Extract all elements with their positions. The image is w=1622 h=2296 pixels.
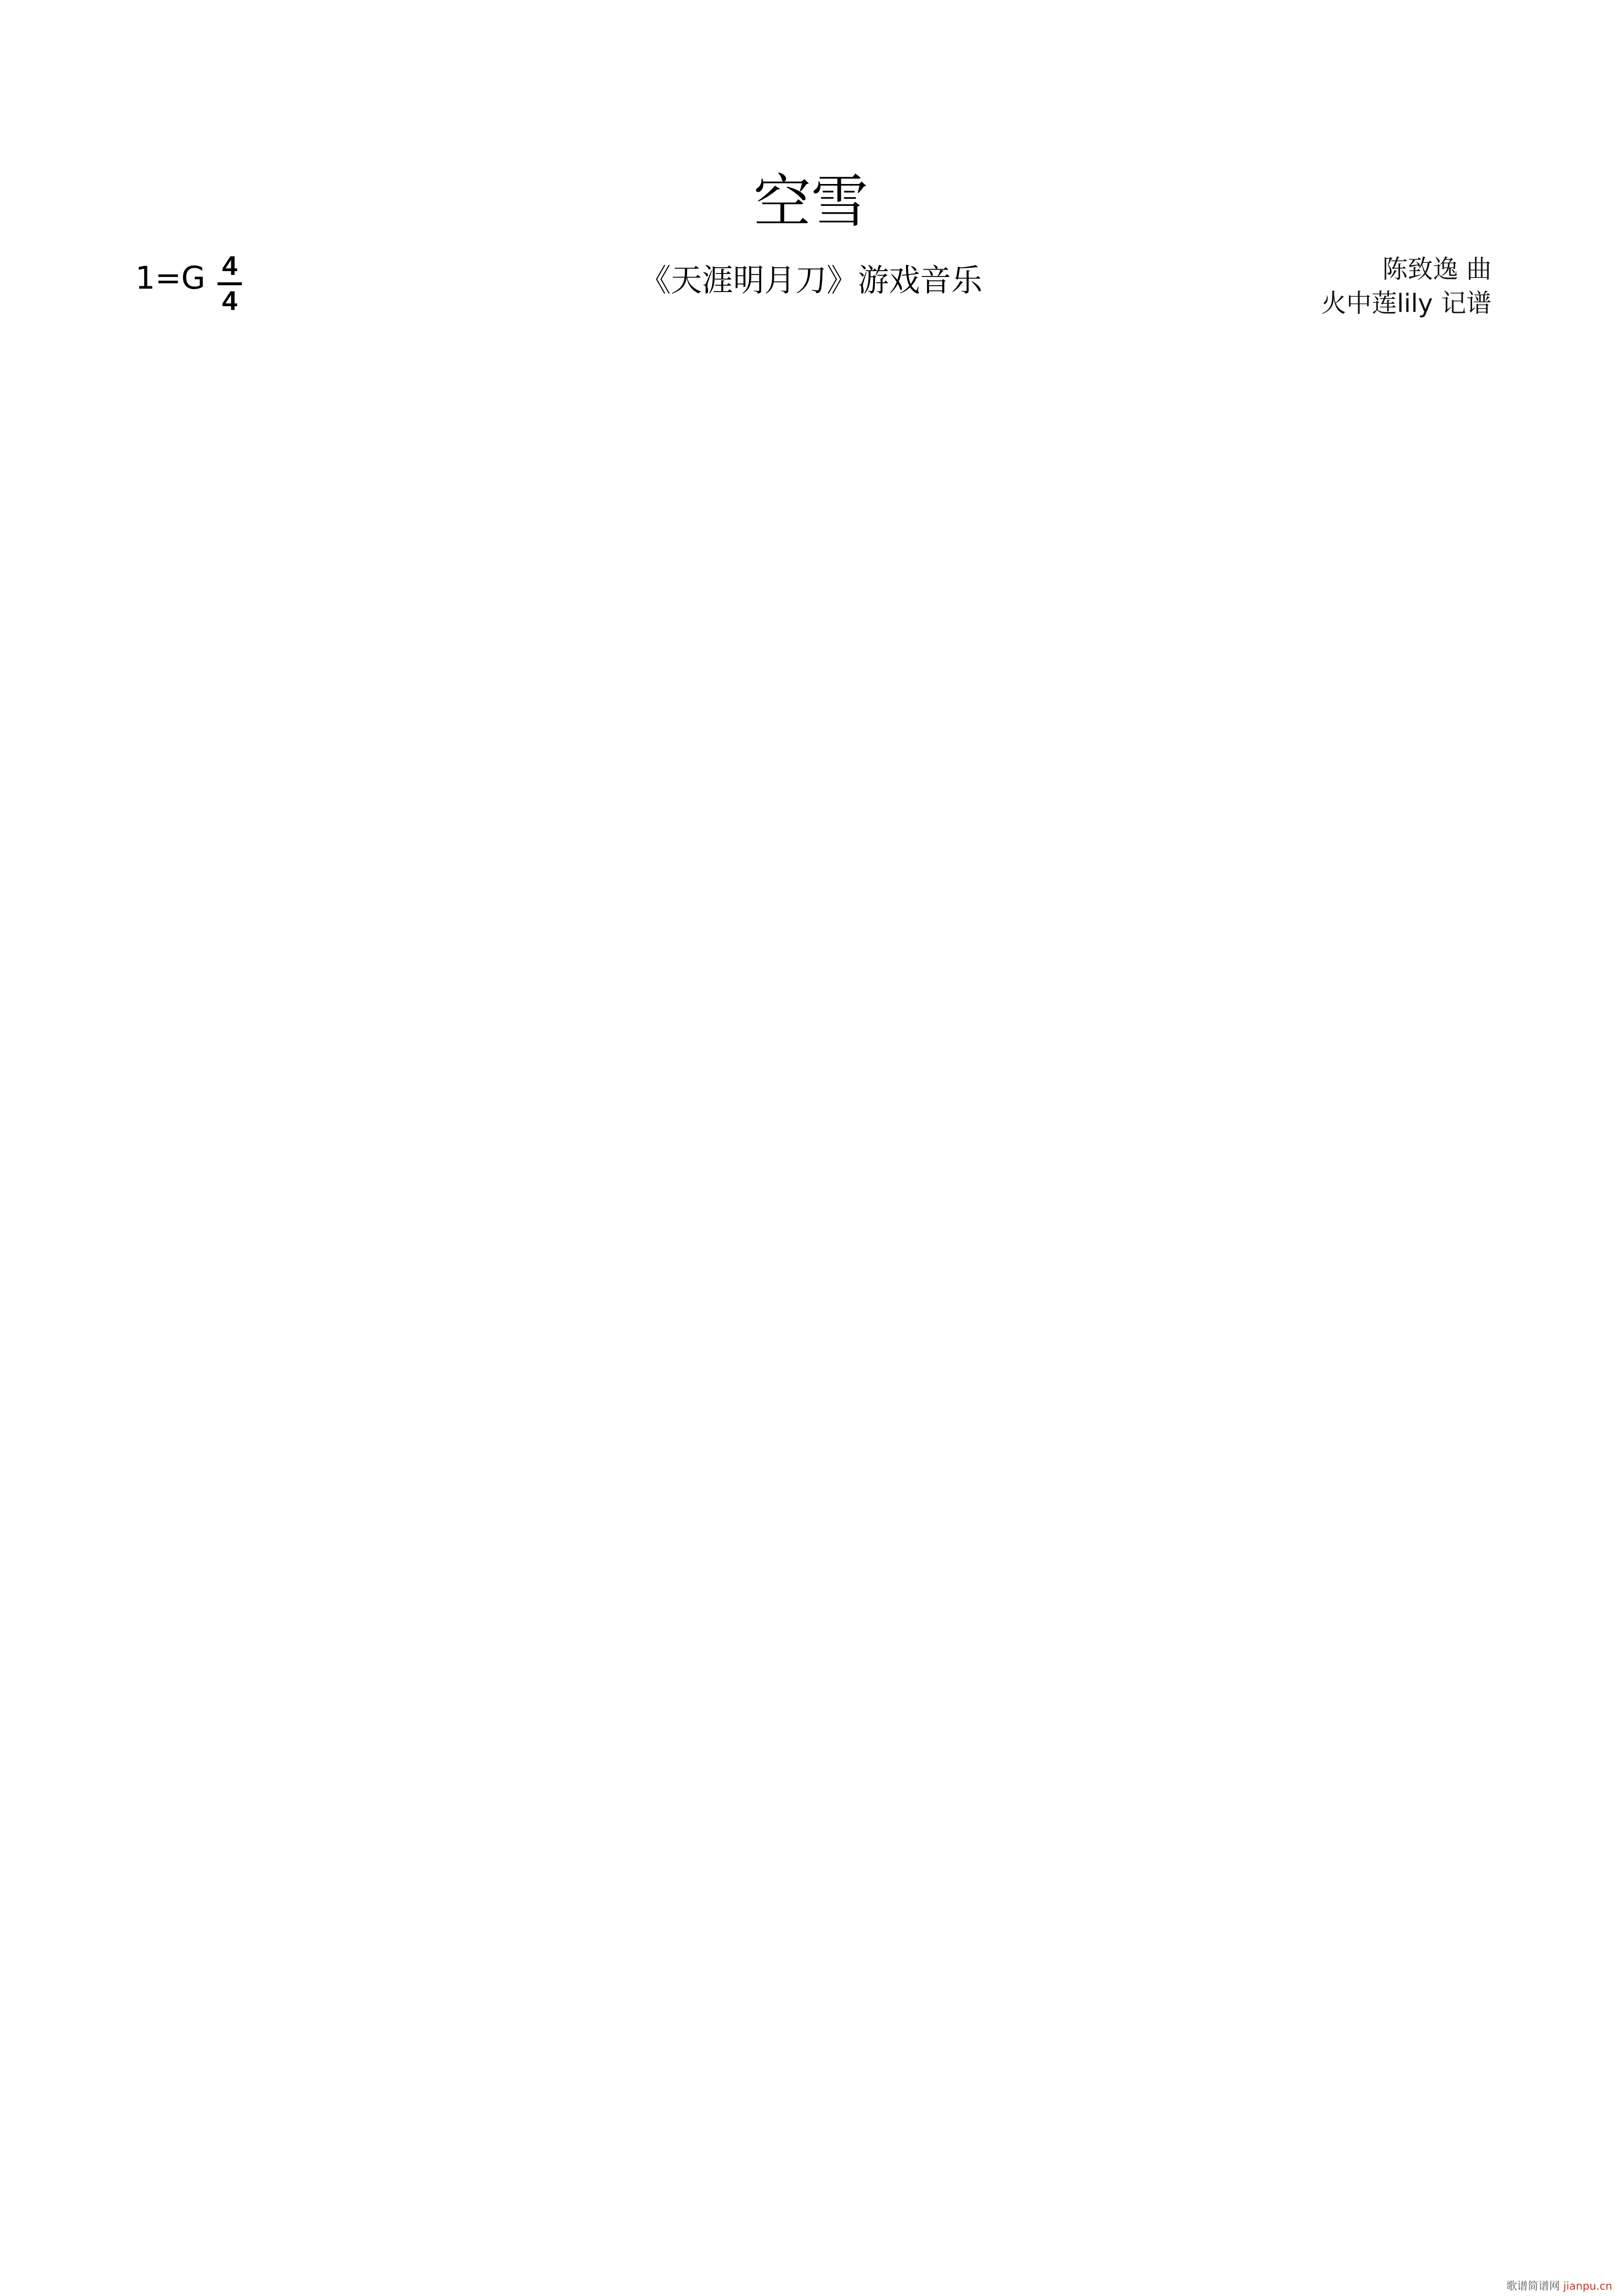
time-signature-denominator: 4 bbox=[222, 285, 237, 316]
transcriber-credit: 火中莲lily 记谱 bbox=[1321, 289, 1492, 318]
composer-credit: 陈致逸 曲 bbox=[1382, 255, 1492, 284]
subtitle: 《天涯明月刀》游戏音乐 bbox=[639, 263, 983, 299]
page-title: 空雪 bbox=[753, 168, 869, 235]
time-signature bbox=[218, 252, 242, 316]
time-signature-numerator: 4 bbox=[222, 250, 237, 281]
watermark bbox=[1506, 2278, 1612, 2293]
key-signature: 1=G bbox=[135, 260, 205, 296]
watermark-text: 歌谱简谱网 bbox=[1506, 2280, 1560, 2293]
watermark-site: jianpu.cn bbox=[1563, 2280, 1612, 2293]
